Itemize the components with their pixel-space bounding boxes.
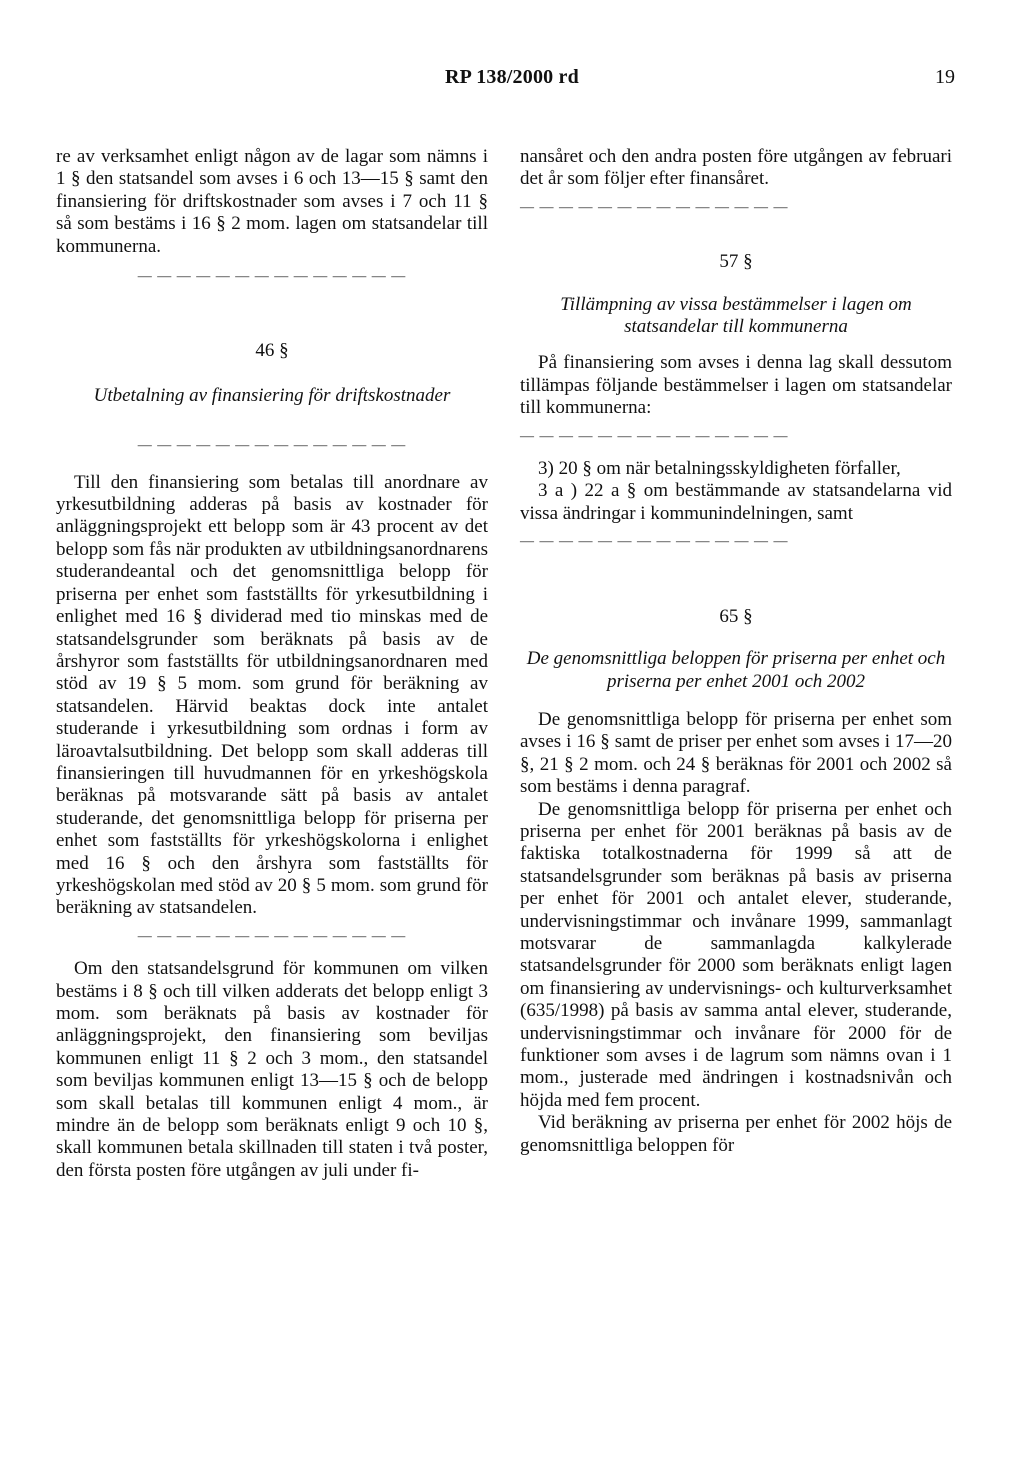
right-column bbox=[520, 146, 952, 1157]
section-65-paragraph-3: Vid beräkning av priserna per enhet för 2002 höjs de genomsnittliga beloppen för bbox=[520, 1112, 952, 1156]
list-item-3: 3) 20 § om när betalningsskyldigheten förfaller, bbox=[538, 458, 901, 480]
section-46-heading: Utbetalning av finansiering för driftskostnader bbox=[93, 384, 451, 406]
section-46-paragraph-2: Om den statsandelsgrund för kommunen om vilken bestäms i 8 § och till vilken adderats det belopp enligt 3 mom. som beräknats på basis av kostnader för anläggningsprojekt, den finansiering som beviljas kommunen enligt 11 § 2 och 3 mom., den statsandel som beviljas kommunen enligt 13—15 § och de belopp som skall betalas till kommunen enligt 4 mom., är mindre än de belopp som beräknats enligt 9 och 10 §, skall kommunen betala skillnaden till staten i två poster, den första posten före utgången av juli under fi- bbox=[56, 958, 488, 1181]
document-reference: RP 138/2000 rd bbox=[445, 66, 579, 88]
continued-paragraph: re av verksamhet enligt någon av de lagar som nämns i 1 § den statsandel som avses i 6 och 13—15 § samt den finansiering för driftskostnader som avses i 7 och 11 § så som bestäms i 16 § 2 mom. lagen om statsandelar till kommunerna. bbox=[56, 146, 488, 257]
page-number: 19 bbox=[935, 66, 955, 88]
section-46-number: 46 § bbox=[255, 340, 289, 362]
section-65-paragraph-2: De genomsnittliga belopp för priserna per enhet och priserna per enhet för 2001 beräknas på basis av de faktiska totalkostnaderna för 1999 så att de statsandelsgrunder som beräknas på basis av priserna per enhet för 2001 och antalet elever, studerande, undervisningstimmar och invånare 1999, sammanlagt motsvarar de sammanlagda kalkylerade statsandelsgrunder för 2000 som beräknats enligt lagen om finansiering av undervisnings- och kulturverksamhet (635/1998) på basis av samma antal elever, studerande, undervisningstimmar och invånare för 2000 för de funktioner som avses i de lagrum som nämns ovan i 1 mom., justerade med ändringen i kostnadsnivån och höjda med fem procent. bbox=[520, 798, 952, 1111]
omission-divider: — — — — — — — — — — — — — — bbox=[137, 438, 407, 454]
omission-divider: — — — — — — — — — — — — — — bbox=[520, 199, 789, 215]
omission-divider: — — — — — — — — — — — — — — bbox=[520, 534, 789, 550]
continued-paragraph: nansåret och den andra posten före utgången av februari det år som följer efter finansåret. bbox=[520, 146, 952, 190]
section-65-paragraph-1: De genomsnittliga belopp för priserna per enhet som avses i 16 § samt de priser per enhet som avses i 17—20 §, 21 § 2 mom. och 24 § beräknas för 2001 och 2002 så som bestäms i denna paragraf. bbox=[520, 708, 952, 798]
page-header bbox=[0, 66, 1024, 96]
list-item-3a: 3 a ) 22 a § om bestämmande av statsandelarna vid vissa ändringar i kommunindelningen, samt bbox=[520, 480, 952, 524]
section-57-number: 57 § bbox=[719, 251, 753, 273]
omission-divider: — — — — — — — — — — — — — — bbox=[520, 428, 789, 444]
left-column bbox=[56, 146, 488, 1182]
section-46-paragraph-1: Till den finansiering som betalas till anordnare av yrkesutbildning adderas på basis av kostnader för anläggningsprojekt ett belopp som är 43 procent av det belopp som fås när produkten av utbildningsanordnarens studerandeantal och det genomsnittliga belopp för priserna per enhet som fastställts för yrkesutbildning i enlighet med 16 § dividerad med tio minskas med de statsandelsgrunder som beräknats på basis av de årshyror som fastställts för utbildningsanordnaren med stöd av 19 § 5 mom. som grund för beräkning av statsandelen. Härvid beaktas dock inte antalet studerande i yrkesutbildning som ordnas i form av läroavtalsutbildning. Det belopp som skall adderas till finansieringen till huvudmannen för en yrkeshögskola beräknas på motsvarande sätt på basis av antalet studerande, det genomsnittliga belopp för priserna per enhet som fastställts för yrkeshögskolorna i enlighet med 16 § och den årshyra som fastställts för yrkeshögskolan med stöd av 20 § 5 mom. som grund för beräkning av statsandelen. bbox=[56, 471, 488, 919]
section-65-heading: De genomsnittliga beloppen för priserna per enhet och priserna per enhet 2001 och 2002 bbox=[526, 648, 946, 692]
omission-divider: — — — — — — — — — — — — — — bbox=[137, 269, 407, 285]
section-57-heading: Tillämpning av vissa bestämmelser i lagen om statsandelar till kommunerna bbox=[560, 293, 912, 338]
section-57-paragraph: På finansiering som avses i denna lag skall dessutom tillämpas följande bestämmelser i lagen om statsandelar till kommunerna: bbox=[520, 352, 952, 419]
omission-divider: — — — — — — — — — — — — — — bbox=[137, 928, 407, 944]
section-65-number: 65 § bbox=[719, 605, 753, 627]
